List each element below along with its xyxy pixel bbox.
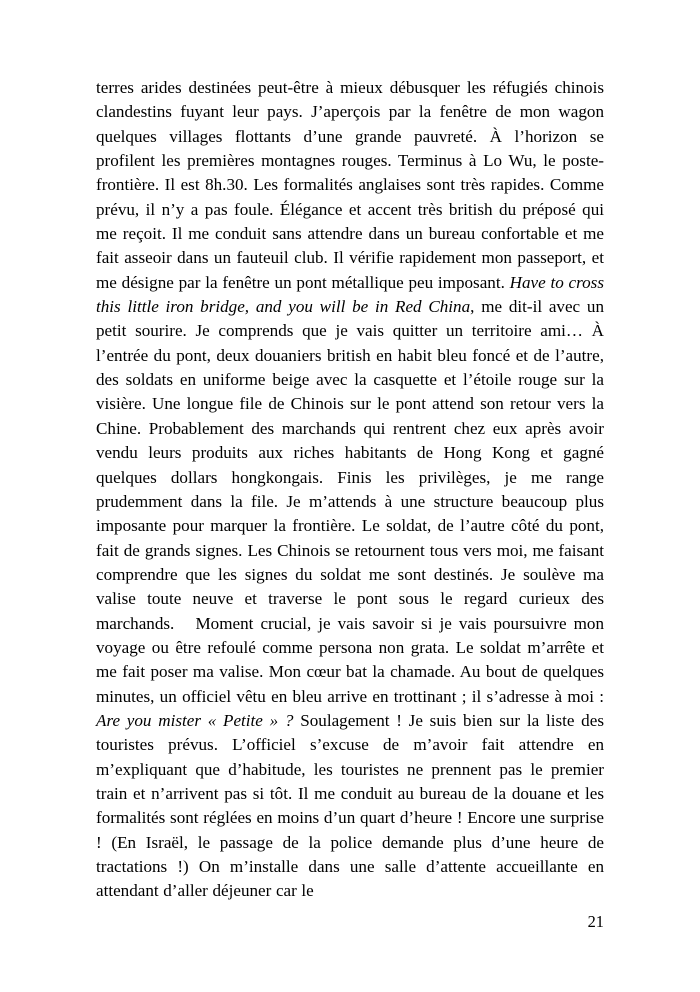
body-text-block: [96, 76, 604, 904]
body-text-run: Soulagement ! Je suis bien sur la liste des touristes prévus. L’officiel s’excuse de m’avoir fait attendre en m’expliquant que d’habitude, les touristes ne prennent pas le premier train et n’arrivent pas si tôt. Il me conduit au bureau de la douane et les formalités sont réglées en moins d’un quart d’heure ! Encore une surprise ! (En Israël, le passage de la police demande plus d’une heure de tractations !) On m’installe dans une salle d’attente accueillante en attendant d’aller déjeuner car le: [96, 710, 604, 901]
body-text-run: terres arides destinées peut-être à mieux débusquer les réfugiés chinois clandestins fuyant leur pays. J’aperçois par la fenêtre de mon wagon quelques villages flottants d’une grande pauvreté. À l’horizon se profilent les premières montagnes rouges. Terminus à Lo Wu, le poste-frontière. Il est 8h.30. Les formalités anglaises sont très rapides. Comme prévu, il n’y a pas foule. Élégance et accent très british du préposé qui me reçoit. Il me conduit sans attendre dans un bureau confortable et me fait asseoir dans un fauteuil club. Il vérifie rapidement mon passeport, et me désigne par la fenêtre un pont métallique peu imposant.: [96, 78, 604, 292]
sentence-gap: [174, 614, 195, 633]
page-number: 21: [587, 912, 604, 931]
body-text-run: , me dit-il avec un petit sourire. Je comprends que je vais quitter un territoire ami… À l’entrée du pont, deux douaniers british en habit bleu foncé et de l’autre, des soldats en uniforme beige avec la casquette et l’étoile rouge sur la visière. Une longue file de Chinois sur le pont attend son retour vers la Chine. Probablement des marchands qui rentrent chez eux après avoir vendu leurs produits aux riches habitants de Hong Kong et gagné quelques dollars hongkongais. Finis les privilèges, je me range prudemment dans la file. Je m’attends à une structure beaucoup plus imposante pour marquer la frontière. Le soldat, de l’autre côté du pont, fait de grands signes. Les Chinois se retournent tous vers moi, me faisant comprendre que les signes du soldat me sont destinés. Je soulève ma valise toute neuve et traverse le pont sous le regard curieux des marchands.: [96, 297, 604, 633]
body-text-run: Moment crucial, je vais savoir si je vais poursuivre mon voyage ou être refoulé comme persona non grata. Le soldat m’arrête et me fait poser ma valise. Mon cœur bat la chamade. Au bout de quelques minutes, un officiel vêtu en bleu arrive en trottinant ; il s’adresse à moi :: [96, 613, 604, 706]
italic-quote: Have to cross this little iron bridge, and you will be in Red China: [96, 272, 604, 317]
italic-quote: Are you mister « Petite » ?: [96, 710, 294, 730]
body-paragraph: [96, 76, 604, 904]
